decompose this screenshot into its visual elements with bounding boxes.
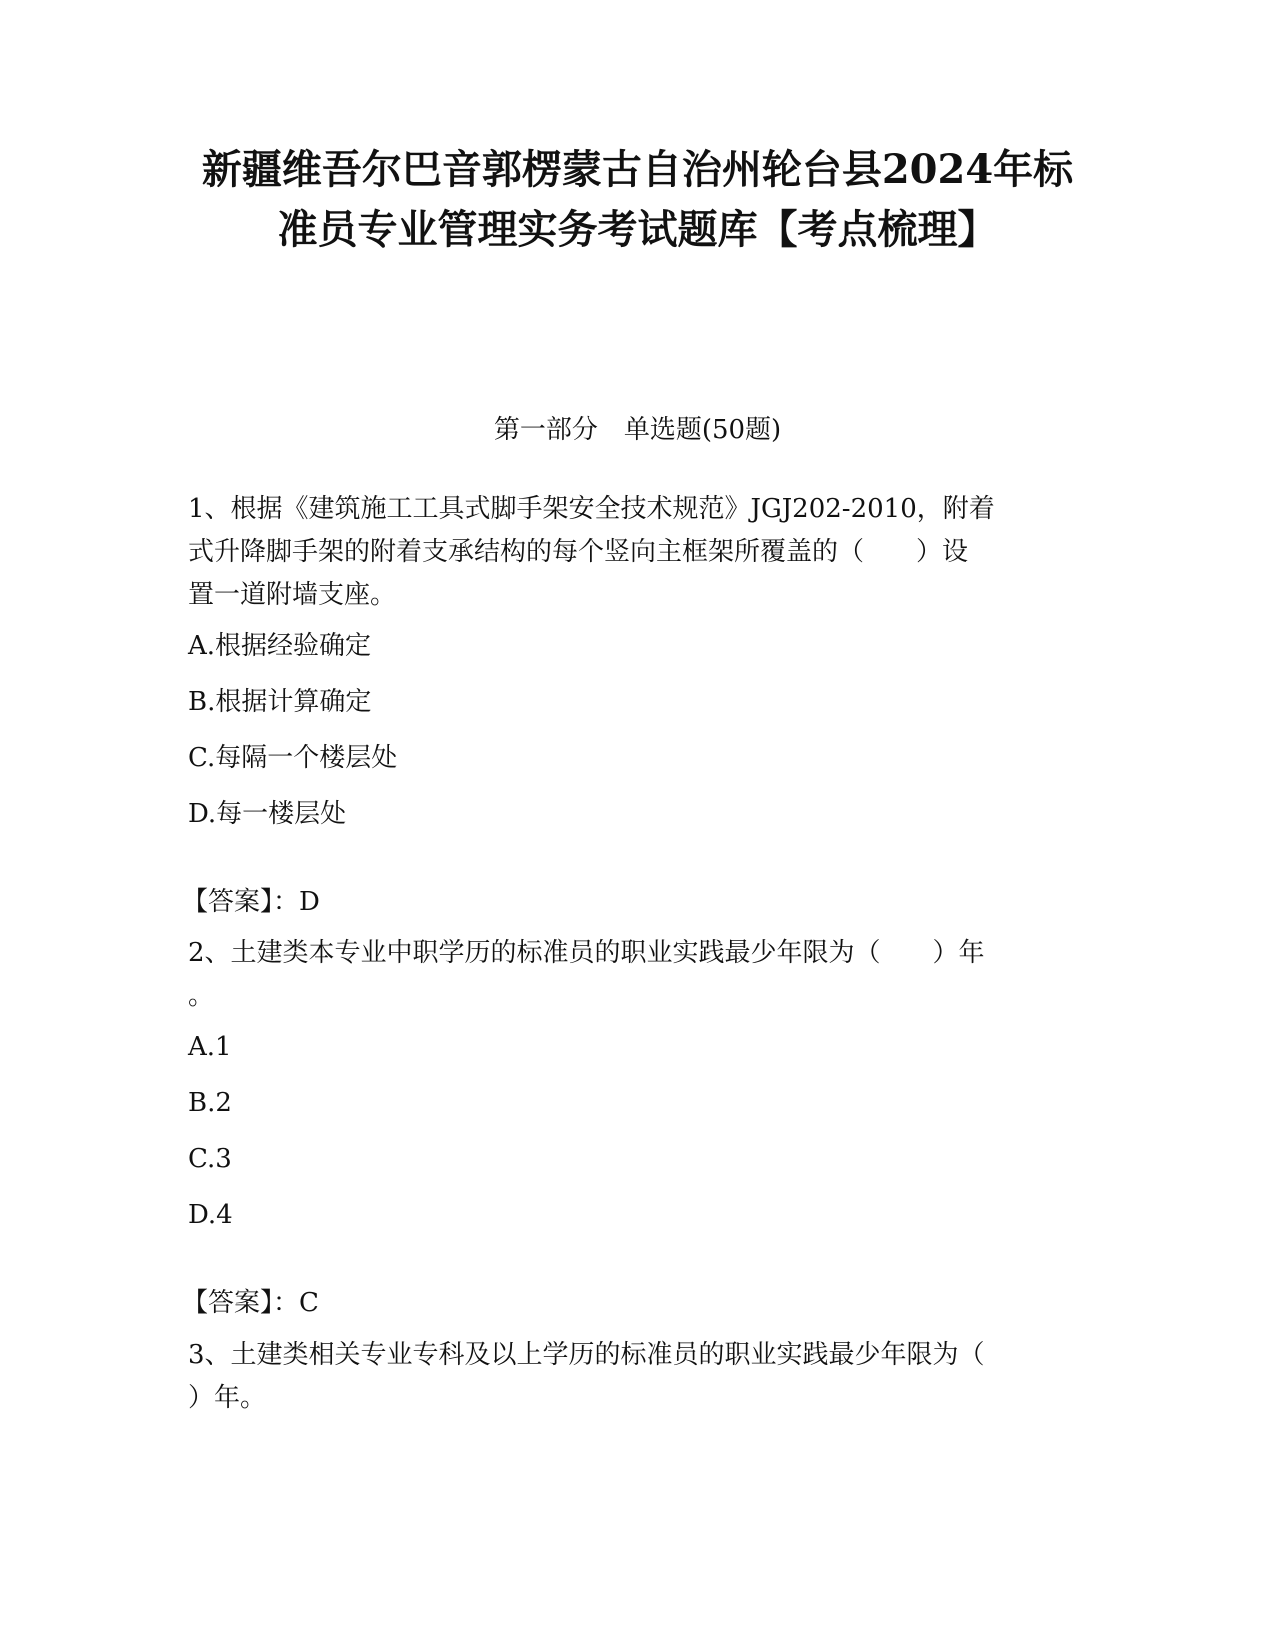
question-2 — [188, 932, 1078, 1018]
question-text-line: 式升降脚手架的附着支承结构的每个竖向主框架所覆盖的（ ）设 — [188, 537, 969, 567]
section-heading: 第一部分 单选题(50题) — [493, 415, 782, 445]
question-text-line: 置一道附墙支座。 — [188, 580, 397, 610]
question-text-line: 2、土建类本专业中职学历的标准员的职业实践最少年限为（ ）年 — [188, 938, 985, 968]
option-c: C.3 — [188, 1144, 232, 1174]
question-2-options — [188, 1019, 1078, 1243]
question-text-line: 3、土建类相关专业专科及以上学历的标准员的职业实践最少年限为（ — [188, 1340, 985, 1370]
option-c: C.每隔一个楼层处 — [188, 743, 398, 773]
question-text-line: ）年。 — [188, 1383, 267, 1413]
title-line-2: 准员专业管理实务考试题库【考点梳理】 — [277, 206, 998, 253]
question-2-text — [188, 932, 1078, 1018]
title-line-1: 新疆维吾尔巴音郭楞蒙古自治州轮台县2024年标 — [201, 146, 1074, 193]
question-3-text — [188, 1334, 1078, 1420]
question-2-answer: 【答案】：C — [182, 1288, 319, 1318]
question-1-answer: 【答案】：D — [182, 887, 320, 917]
question-1-options — [188, 618, 1078, 842]
question-1 — [188, 488, 1078, 617]
option-b: B.根据计算确定 — [188, 687, 372, 717]
option-a: A.根据经验确定 — [188, 631, 372, 661]
option-d: D.4 — [188, 1200, 233, 1230]
document-title — [150, 140, 1125, 260]
question-3 — [188, 1334, 1078, 1420]
option-a: A.1 — [188, 1032, 232, 1062]
option-d: D.每一楼层处 — [188, 799, 347, 829]
question-1-text — [188, 488, 1078, 617]
question-text-line: 1、根据《建筑施工工具式脚手架安全技术规范》JGJ202-2010，附着 — [188, 494, 995, 524]
option-b: B.2 — [188, 1088, 232, 1118]
question-text-line: 。 — [188, 981, 215, 1011]
